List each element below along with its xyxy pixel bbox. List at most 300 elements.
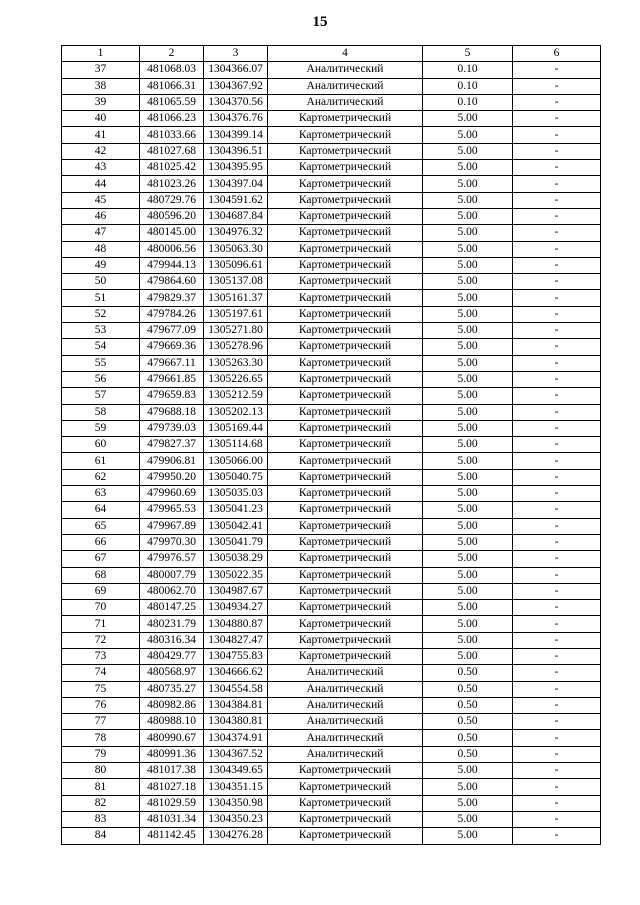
accuracy-cell: 0.50	[423, 730, 513, 746]
accuracy-cell: 0.10	[423, 78, 513, 94]
x-coordinate-cell: 480982.86	[140, 697, 204, 713]
table-row	[62, 518, 601, 534]
table-row	[62, 551, 601, 567]
point-number-cell: 72	[62, 632, 140, 648]
accuracy-cell: 5.00	[423, 811, 513, 827]
x-coordinate-cell: 479967.89	[140, 518, 204, 534]
method-cell: Картометрический	[268, 567, 423, 583]
note-cell: -	[513, 828, 601, 844]
method-cell: Аналитический	[268, 730, 423, 746]
y-coordinate-cell: 1304367.52	[204, 746, 268, 762]
x-coordinate-cell: 480990.67	[140, 730, 204, 746]
y-coordinate-cell: 1305042.41	[204, 518, 268, 534]
y-coordinate-cell: 1305040.75	[204, 469, 268, 485]
point-number-cell: 56	[62, 371, 140, 387]
table-row	[62, 208, 601, 224]
method-cell: Картометрический	[268, 453, 423, 469]
y-coordinate-cell: 1304976.32	[204, 225, 268, 241]
y-coordinate-cell: 1304399.14	[204, 127, 268, 143]
x-coordinate-cell: 480568.97	[140, 665, 204, 681]
method-cell: Аналитический	[268, 62, 423, 78]
x-coordinate-cell: 480145.00	[140, 225, 204, 241]
point-number-cell: 77	[62, 714, 140, 730]
accuracy-cell: 5.00	[423, 551, 513, 567]
y-coordinate-cell: 1305202.13	[204, 404, 268, 420]
method-cell: Картометрический	[268, 632, 423, 648]
table-row	[62, 714, 601, 730]
y-coordinate-cell: 1305161.37	[204, 290, 268, 306]
accuracy-cell: 5.00	[423, 583, 513, 599]
note-cell: -	[513, 404, 601, 420]
accuracy-cell: 5.00	[423, 518, 513, 534]
point-number-cell: 79	[62, 746, 140, 762]
y-coordinate-cell: 1304395.95	[204, 160, 268, 176]
point-number-cell: 74	[62, 665, 140, 681]
page-number: 15	[312, 14, 328, 30]
y-coordinate-cell: 1304374.91	[204, 730, 268, 746]
note-cell: -	[513, 192, 601, 208]
x-coordinate-cell: 479667.11	[140, 355, 204, 371]
table-row	[62, 111, 601, 127]
method-cell: Аналитический	[268, 714, 423, 730]
note-cell: -	[513, 290, 601, 306]
accuracy-cell: 0.50	[423, 714, 513, 730]
point-number-cell: 75	[62, 681, 140, 697]
x-coordinate-cell: 480147.25	[140, 600, 204, 616]
accuracy-cell: 5.00	[423, 486, 513, 502]
note-cell: -	[513, 681, 601, 697]
table-row	[62, 828, 601, 844]
table-row	[62, 746, 601, 762]
method-cell: Аналитический	[268, 78, 423, 94]
point-number-cell: 62	[62, 469, 140, 485]
method-cell: Картометрический	[268, 420, 423, 436]
x-coordinate-cell: 479906.81	[140, 453, 204, 469]
y-coordinate-cell: 1305096.61	[204, 257, 268, 273]
accuracy-cell: 5.00	[423, 192, 513, 208]
table-row	[62, 127, 601, 143]
table-row	[62, 437, 601, 453]
accuracy-cell: 5.00	[423, 257, 513, 273]
method-cell: Картометрический	[268, 257, 423, 273]
accuracy-cell: 5.00	[423, 632, 513, 648]
note-cell: -	[513, 437, 601, 453]
note-cell: -	[513, 616, 601, 632]
note-cell: -	[513, 665, 601, 681]
table-row	[62, 306, 601, 322]
table-row	[62, 648, 601, 664]
method-cell: Картометрический	[268, 274, 423, 290]
method-cell: Аналитический	[268, 681, 423, 697]
note-cell: -	[513, 176, 601, 192]
accuracy-cell: 5.00	[423, 437, 513, 453]
method-cell: Картометрический	[268, 355, 423, 371]
y-coordinate-cell: 1304687.84	[204, 208, 268, 224]
y-coordinate-cell: 1304666.62	[204, 665, 268, 681]
note-cell: -	[513, 469, 601, 485]
table-row	[62, 355, 601, 371]
x-coordinate-cell: 480729.76	[140, 192, 204, 208]
method-cell: Картометрический	[268, 534, 423, 550]
point-number-cell: 64	[62, 502, 140, 518]
accuracy-cell: 5.00	[423, 763, 513, 779]
method-cell: Картометрический	[268, 306, 423, 322]
y-coordinate-cell: 1304350.23	[204, 811, 268, 827]
x-coordinate-cell: 479976.57	[140, 551, 204, 567]
note-cell: -	[513, 486, 601, 502]
x-coordinate-cell: 481023.26	[140, 176, 204, 192]
x-coordinate-cell: 479827.37	[140, 437, 204, 453]
table-row	[62, 176, 601, 192]
point-number-cell: 51	[62, 290, 140, 306]
y-coordinate-cell: 1304397.04	[204, 176, 268, 192]
table-row	[62, 241, 601, 257]
point-number-cell: 52	[62, 306, 140, 322]
y-coordinate-cell: 1304755.83	[204, 648, 268, 664]
x-coordinate-cell: 479970.30	[140, 534, 204, 550]
x-coordinate-cell: 481142.45	[140, 828, 204, 844]
point-number-cell: 54	[62, 339, 140, 355]
method-cell: Картометрический	[268, 160, 423, 176]
table-row	[62, 681, 601, 697]
table-row	[62, 404, 601, 420]
accuracy-cell: 0.50	[423, 697, 513, 713]
y-coordinate-cell: 1305038.29	[204, 551, 268, 567]
accuracy-cell: 0.50	[423, 746, 513, 762]
x-coordinate-cell: 480988.10	[140, 714, 204, 730]
note-cell: -	[513, 257, 601, 273]
x-coordinate-cell: 479960.69	[140, 486, 204, 502]
accuracy-cell: 5.00	[423, 225, 513, 241]
method-cell: Картометрический	[268, 795, 423, 811]
method-cell: Картометрический	[268, 143, 423, 159]
y-coordinate-cell: 1305212.59	[204, 388, 268, 404]
x-coordinate-cell: 479944.13	[140, 257, 204, 273]
method-cell: Картометрический	[268, 192, 423, 208]
column-header: 4	[268, 46, 423, 62]
accuracy-cell: 0.10	[423, 62, 513, 78]
point-number-cell: 55	[62, 355, 140, 371]
accuracy-cell: 5.00	[423, 420, 513, 436]
method-cell: Аналитический	[268, 94, 423, 110]
method-cell: Картометрический	[268, 339, 423, 355]
x-coordinate-cell: 479677.09	[140, 323, 204, 339]
method-cell: Картометрический	[268, 127, 423, 143]
table-row	[62, 62, 601, 78]
method-cell: Картометрический	[268, 241, 423, 257]
x-coordinate-cell: 479829.37	[140, 290, 204, 306]
y-coordinate-cell: 1304827.47	[204, 632, 268, 648]
accuracy-cell: 5.00	[423, 795, 513, 811]
table-row	[62, 811, 601, 827]
x-coordinate-cell: 481027.68	[140, 143, 204, 159]
table-body	[62, 62, 601, 844]
point-number-cell: 78	[62, 730, 140, 746]
accuracy-cell: 5.00	[423, 404, 513, 420]
point-number-cell: 57	[62, 388, 140, 404]
method-cell: Картометрический	[268, 616, 423, 632]
table-row	[62, 388, 601, 404]
y-coordinate-cell: 1304934.27	[204, 600, 268, 616]
note-cell: -	[513, 795, 601, 811]
accuracy-cell: 5.00	[423, 111, 513, 127]
method-cell: Картометрический	[268, 111, 423, 127]
x-coordinate-cell: 481027.18	[140, 779, 204, 795]
point-number-cell: 48	[62, 241, 140, 257]
accuracy-cell: 0.10	[423, 94, 513, 110]
table-header-row	[62, 46, 601, 62]
note-cell: -	[513, 339, 601, 355]
table-row	[62, 616, 601, 632]
accuracy-cell: 5.00	[423, 648, 513, 664]
table-row	[62, 323, 601, 339]
y-coordinate-cell: 1304350.98	[204, 795, 268, 811]
point-number-cell: 60	[62, 437, 140, 453]
note-cell: -	[513, 811, 601, 827]
note-cell: -	[513, 241, 601, 257]
table-row	[62, 143, 601, 159]
x-coordinate-cell: 479688.18	[140, 404, 204, 420]
note-cell: -	[513, 371, 601, 387]
table-row	[62, 257, 601, 273]
accuracy-cell: 5.00	[423, 616, 513, 632]
x-coordinate-cell: 479659.83	[140, 388, 204, 404]
note-cell: -	[513, 420, 601, 436]
x-coordinate-cell: 481066.31	[140, 78, 204, 94]
point-number-cell: 50	[62, 274, 140, 290]
note-cell: -	[513, 518, 601, 534]
note-cell: -	[513, 323, 601, 339]
column-header: 5	[423, 46, 513, 62]
table-row	[62, 600, 601, 616]
table-row	[62, 534, 601, 550]
note-cell: -	[513, 208, 601, 224]
note-cell: -	[513, 274, 601, 290]
table-row	[62, 160, 601, 176]
y-coordinate-cell: 1304349.65	[204, 763, 268, 779]
table-row	[62, 665, 601, 681]
x-coordinate-cell: 481029.59	[140, 795, 204, 811]
x-coordinate-cell: 479965.53	[140, 502, 204, 518]
accuracy-cell: 0.50	[423, 665, 513, 681]
point-number-cell: 43	[62, 160, 140, 176]
y-coordinate-cell: 1305263.30	[204, 355, 268, 371]
y-coordinate-cell: 1304396.51	[204, 143, 268, 159]
method-cell: Картометрический	[268, 225, 423, 241]
point-number-cell: 63	[62, 486, 140, 502]
x-coordinate-cell: 480316.34	[140, 632, 204, 648]
table-row	[62, 225, 601, 241]
accuracy-cell: 5.00	[423, 388, 513, 404]
x-coordinate-cell: 480429.77	[140, 648, 204, 664]
method-cell: Картометрический	[268, 811, 423, 827]
y-coordinate-cell: 1305226.65	[204, 371, 268, 387]
accuracy-cell: 5.00	[423, 274, 513, 290]
note-cell: -	[513, 583, 601, 599]
table-row	[62, 697, 601, 713]
accuracy-cell: 5.00	[423, 127, 513, 143]
method-cell: Картометрический	[268, 323, 423, 339]
x-coordinate-cell: 479950.20	[140, 469, 204, 485]
note-cell: -	[513, 225, 601, 241]
point-number-cell: 82	[62, 795, 140, 811]
accuracy-cell: 5.00	[423, 290, 513, 306]
point-number-cell: 81	[62, 779, 140, 795]
point-number-cell: 70	[62, 600, 140, 616]
note-cell: -	[513, 714, 601, 730]
y-coordinate-cell: 1304376.76	[204, 111, 268, 127]
method-cell: Картометрический	[268, 404, 423, 420]
note-cell: -	[513, 567, 601, 583]
y-coordinate-cell: 1305022.35	[204, 567, 268, 583]
x-coordinate-cell: 480991.36	[140, 746, 204, 762]
method-cell: Картометрический	[268, 208, 423, 224]
accuracy-cell: 5.00	[423, 502, 513, 518]
table-row	[62, 779, 601, 795]
y-coordinate-cell: 1305035.03	[204, 486, 268, 502]
y-coordinate-cell: 1304370.56	[204, 94, 268, 110]
note-cell: -	[513, 730, 601, 746]
y-coordinate-cell: 1304276.28	[204, 828, 268, 844]
note-cell: -	[513, 763, 601, 779]
note-cell: -	[513, 746, 601, 762]
note-cell: -	[513, 534, 601, 550]
y-coordinate-cell: 1304380.81	[204, 714, 268, 730]
column-header: 2	[140, 46, 204, 62]
x-coordinate-cell: 481066.23	[140, 111, 204, 127]
note-cell: -	[513, 502, 601, 518]
point-number-cell: 69	[62, 583, 140, 599]
y-coordinate-cell: 1305114.68	[204, 437, 268, 453]
table-row	[62, 632, 601, 648]
point-number-cell: 71	[62, 616, 140, 632]
accuracy-cell: 5.00	[423, 160, 513, 176]
accuracy-cell: 5.00	[423, 371, 513, 387]
x-coordinate-cell: 481065.59	[140, 94, 204, 110]
column-header: 3	[204, 46, 268, 62]
point-number-cell: 66	[62, 534, 140, 550]
table-row	[62, 192, 601, 208]
method-cell: Картометрический	[268, 388, 423, 404]
accuracy-cell: 5.00	[423, 143, 513, 159]
x-coordinate-cell: 480007.79	[140, 567, 204, 583]
point-number-cell: 59	[62, 420, 140, 436]
method-cell: Аналитический	[268, 697, 423, 713]
x-coordinate-cell: 479661.85	[140, 371, 204, 387]
table-row	[62, 290, 601, 306]
note-cell: -	[513, 648, 601, 664]
table-row	[62, 567, 601, 583]
table-row	[62, 371, 601, 387]
accuracy-cell: 5.00	[423, 208, 513, 224]
coordinates-table	[61, 45, 601, 845]
note-cell: -	[513, 127, 601, 143]
note-cell: -	[513, 388, 601, 404]
note-cell: -	[513, 306, 601, 322]
y-coordinate-cell: 1305197.61	[204, 306, 268, 322]
point-number-cell: 37	[62, 62, 140, 78]
point-number-cell: 58	[62, 404, 140, 420]
y-coordinate-cell: 1304591.62	[204, 192, 268, 208]
accuracy-cell: 5.00	[423, 176, 513, 192]
point-number-cell: 53	[62, 323, 140, 339]
y-coordinate-cell: 1305041.79	[204, 534, 268, 550]
point-number-cell: 73	[62, 648, 140, 664]
x-coordinate-cell: 480735.27	[140, 681, 204, 697]
x-coordinate-cell: 480231.79	[140, 616, 204, 632]
method-cell: Картометрический	[268, 469, 423, 485]
x-coordinate-cell: 481068.03	[140, 62, 204, 78]
table-row	[62, 339, 601, 355]
x-coordinate-cell: 479864.60	[140, 274, 204, 290]
point-number-cell: 40	[62, 111, 140, 127]
point-number-cell: 83	[62, 811, 140, 827]
point-number-cell: 68	[62, 567, 140, 583]
y-coordinate-cell: 1305278.96	[204, 339, 268, 355]
note-cell: -	[513, 94, 601, 110]
note-cell: -	[513, 143, 601, 159]
accuracy-cell: 5.00	[423, 453, 513, 469]
note-cell: -	[513, 551, 601, 567]
point-number-cell: 80	[62, 763, 140, 779]
x-coordinate-cell: 481017.38	[140, 763, 204, 779]
y-coordinate-cell: 1304384.81	[204, 697, 268, 713]
point-number-cell: 76	[62, 697, 140, 713]
note-cell: -	[513, 779, 601, 795]
accuracy-cell: 5.00	[423, 469, 513, 485]
x-coordinate-cell: 481033.66	[140, 127, 204, 143]
x-coordinate-cell: 481031.34	[140, 811, 204, 827]
y-coordinate-cell: 1305063.30	[204, 241, 268, 257]
accuracy-cell: 5.00	[423, 534, 513, 550]
method-cell: Аналитический	[268, 665, 423, 681]
accuracy-cell: 5.00	[423, 567, 513, 583]
method-cell: Картометрический	[268, 763, 423, 779]
table-row	[62, 274, 601, 290]
x-coordinate-cell: 479669.36	[140, 339, 204, 355]
y-coordinate-cell: 1305066.00	[204, 453, 268, 469]
table-row	[62, 763, 601, 779]
point-number-cell: 84	[62, 828, 140, 844]
table-row	[62, 583, 601, 599]
note-cell: -	[513, 111, 601, 127]
y-coordinate-cell: 1304987.67	[204, 583, 268, 599]
accuracy-cell: 5.00	[423, 828, 513, 844]
note-cell: -	[513, 697, 601, 713]
method-cell: Картометрический	[268, 828, 423, 844]
y-coordinate-cell: 1304880.87	[204, 616, 268, 632]
y-coordinate-cell: 1304351.15	[204, 779, 268, 795]
method-cell: Картометрический	[268, 486, 423, 502]
x-coordinate-cell: 480596.20	[140, 208, 204, 224]
point-number-cell: 39	[62, 94, 140, 110]
method-cell: Картометрический	[268, 371, 423, 387]
point-number-cell: 65	[62, 518, 140, 534]
note-cell: -	[513, 78, 601, 94]
table-row	[62, 94, 601, 110]
y-coordinate-cell: 1304554.58	[204, 681, 268, 697]
accuracy-cell: 0.50	[423, 681, 513, 697]
accuracy-cell: 5.00	[423, 355, 513, 371]
note-cell: -	[513, 632, 601, 648]
column-header: 1	[62, 46, 140, 62]
table-row	[62, 486, 601, 502]
method-cell: Картометрический	[268, 583, 423, 599]
method-cell: Картометрический	[268, 437, 423, 453]
x-coordinate-cell: 479739.03	[140, 420, 204, 436]
table-row	[62, 469, 601, 485]
y-coordinate-cell: 1305169.44	[204, 420, 268, 436]
